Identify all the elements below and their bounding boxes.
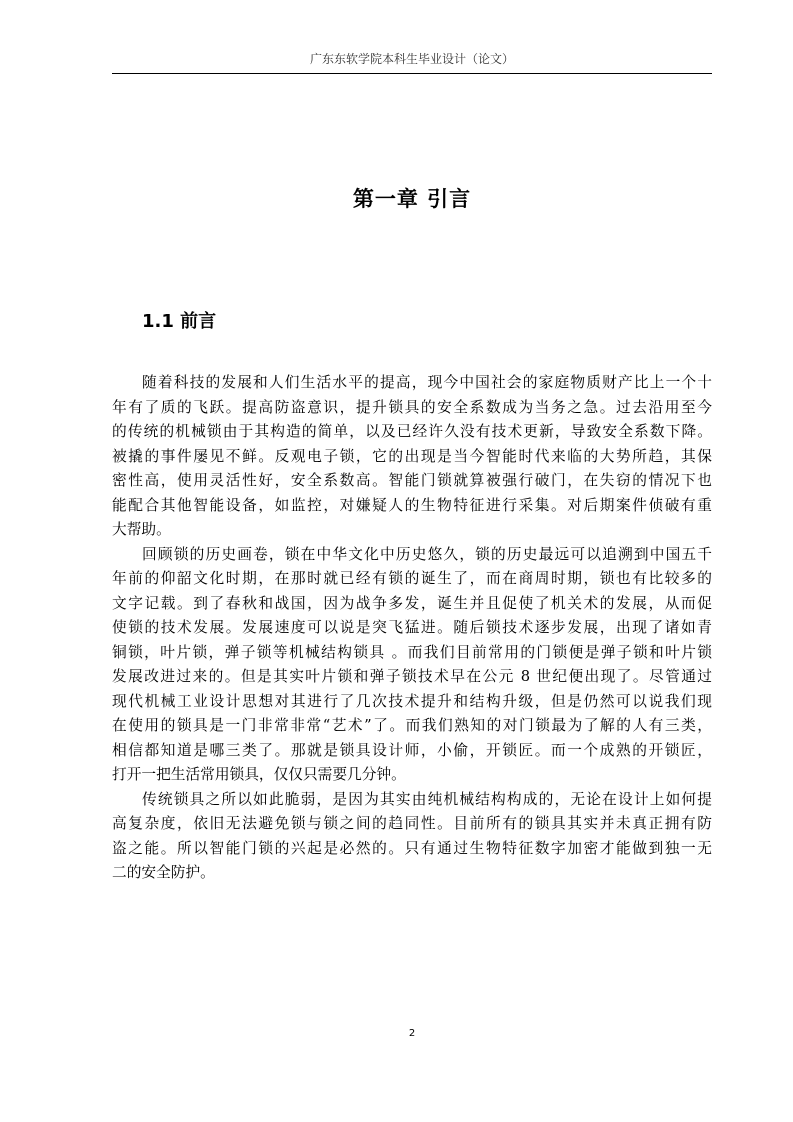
text-line: 高复杂度，依旧无法避免锁与锁之间的趋同性。目前所有的锁具其实并未真正拥有防 — [112, 815, 712, 832]
paragraph-3 — [112, 788, 712, 886]
text-line: 使锁的技术发展。发展速度可以说是突飞猛进。随后锁技术逐步发展，出现了诸如青 — [112, 619, 712, 636]
body-text — [112, 371, 712, 886]
text-line: 随着科技的发展和人们生活水平的提高，现今中国社会的家庭物质财产比上一个十 — [142, 374, 712, 391]
text-line: 铜锁，叶片锁，弹子锁等机械结构锁具 。而我们目前常用的门锁便是弹子锁和叶片锁 — [112, 643, 712, 661]
running-header: 广东东软学院本科生毕业设计（论文） — [309, 52, 514, 66]
text-line: 现代机械工业设计思想对其进行了几次技术提升和结构升级，但是仍然可以说我们现 — [112, 692, 712, 710]
text-line: 发展改进过来的。但是其实叶片锁和弹子锁技术早在公元 8 世纪便出现了。尽管通过 — [112, 668, 712, 685]
header-rule — [112, 73, 712, 74]
text-line: 大帮助。 — [112, 521, 171, 538]
paragraph-1 — [112, 371, 712, 543]
text-line: 相信都知道是哪三类了。那就是锁具设计师，小偷，开锁匠。而一个成熟的开锁匠， — [112, 741, 712, 759]
text-line: 能配合其他智能设备，如监控，对嫌疑人的生物特征进行采集。对后期案件侦破有重 — [112, 496, 712, 514]
text-line: 年前的仰韶文化时期，在那时就已经有锁的诞生了，而在商周时期，锁也有比较多的 — [112, 570, 712, 587]
text-line: 文字记载。到了春秋和战国，因为战争多发，诞生并且促使了机关术的发展，从而促 — [112, 594, 712, 612]
text-line: 在使用的锁具是一门非常非常“艺术”了。而我们熟知的对门锁最为了解的人有三类， — [112, 717, 712, 734]
section-title: 1.1 前言 — [142, 311, 217, 332]
chapter-title: 第一章 引言 — [352, 187, 472, 211]
text-line: 年有了质的飞跃。提高防盗意识，提升锁具的安全系数成为当务之急。过去沿用至今 — [112, 398, 712, 416]
text-line: 被撬的事件屡见不鲜。反观电子锁，它的出现是当今智能时代来临的大势所趋，其保 — [112, 447, 712, 465]
page-number: 2 — [408, 1028, 416, 1039]
text-line: 传统锁具之所以如此脆弱，是因为其实由纯机械结构构成的，无论在设计上如何提 — [142, 790, 712, 808]
text-line: 密性高，使用灵活性好，安全系数高。智能门锁就算被强行破门，在失窃的情况下也 — [112, 472, 712, 489]
text-line: 盗之能。所以智能门锁的兴起是必然的。只有通过生物特征数字加密才能做到独一无 — [112, 839, 712, 857]
text-line: 的传统的机械锁由于其构造的简单，以及已经许久没有技术更新，导致安全系数下降。 — [112, 423, 712, 440]
text-line: 二的安全防护。 — [112, 864, 215, 881]
text-line: 回顾锁的历史画卷，锁在中华文化中历史悠久，锁的历史最远可以追溯到中国五千 — [142, 545, 712, 563]
paragraph-2 — [112, 543, 712, 788]
text-line: 打开一把生活常用锁具，仅仅只需要几分钟。 — [112, 766, 406, 783]
